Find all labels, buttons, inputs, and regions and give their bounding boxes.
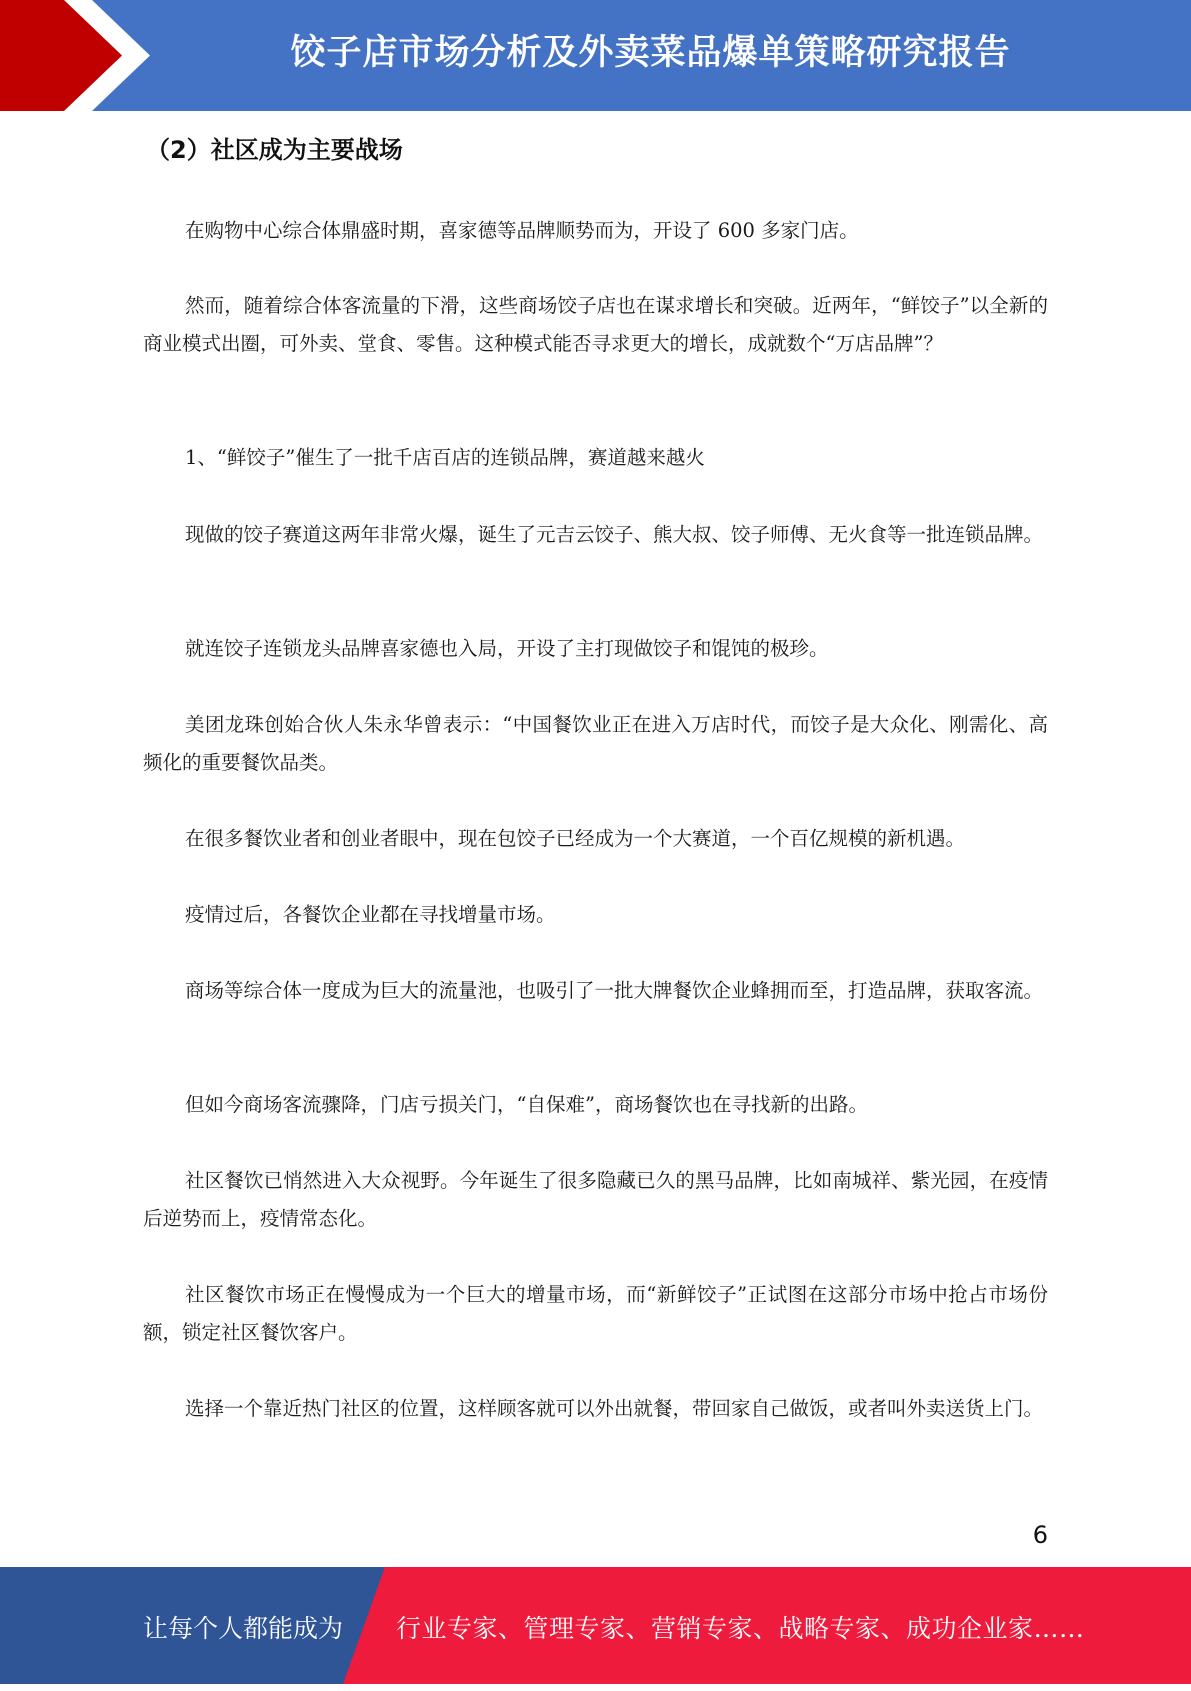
paragraph: 美团龙珠创始合伙人朱永华曾表示：“中国餐饮业正在进入万店时代，而饺子是大众化、刚需化、高频化的重要餐饮品类。	[143, 713, 1048, 774]
report-footer	[0, 1567, 1191, 1684]
section-heading: （2）社区成为主要战场	[146, 136, 403, 164]
paragraph: 就连饺子连锁龙头品牌喜家德也入局，开设了主打现做饺子和馄饨的极珍。	[185, 637, 829, 660]
paragraph: 社区餐饮市场正在慢慢成为一个巨大的增量市场，而“新鲜饺子”正试图在这部分市场中抢占市场份额，锁定社区餐饮客户。	[143, 1283, 1048, 1344]
paragraph: 现做的饺子赛道这两年非常火爆，诞生了元吉云饺子、熊大叔、饺子师傅、无火食等一批连锁品牌。	[185, 523, 1044, 546]
footer-slogan-right: 行业专家、管理专家、营销专家、战略专家、成功企业家……	[396, 1614, 1085, 1643]
chevron-arrow-icon	[0, 0, 160, 111]
paragraph: 选择一个靠近热门社区的位置，这样顾客就可以外出就餐，带回家自己做饭，或者叫外卖送货上门。	[185, 1397, 1044, 1420]
page-number: 6	[1032, 1521, 1048, 1549]
report-title: 饺子店市场分析及外卖菜品爆单策略研究报告	[290, 33, 1011, 73]
report-header	[0, 0, 1191, 111]
paragraph: 社区餐饮已悄然进入大众视野。今年诞生了很多隐藏已久的黑马品牌，比如南城祥、紫光园，在疫情后逆势而上，疫情常态化。	[143, 1169, 1048, 1230]
paragraph: 但如今商场客流骤降，门店亏损关门，“自保难”，商场餐饮也在寻找新的出路。	[185, 1093, 868, 1116]
paragraph: 疫情过后，各餐饮企业都在寻找增量市场。	[185, 903, 556, 926]
paragraph: 1、“鲜饺子”催生了一批千店百店的连锁品牌，赛道越来越火	[185, 446, 705, 469]
paragraph: 然而，随着综合体客流量的下滑，这些商场饺子店也在谋求增长和突破。近两年，“鲜饺子”以全新的商业模式出圈，可外卖、堂食、零售。这种模式能否寻求更大的增长，成就数个“万店品牌”？	[143, 294, 1048, 355]
footer-slogan-left: 让每个人都能成为	[143, 1614, 344, 1643]
paragraph: 在很多餐饮业者和创业者眼中，现在包饺子已经成为一个大赛道，一个百亿规模的新机遇。	[185, 827, 966, 850]
paragraph: 在购物中心综合体鼎盛时期，喜家德等品牌顺势而为，开设了 600 多家门店。	[185, 219, 859, 242]
paragraph: 商场等综合体一度成为巨大的流量池，也吸引了一批大牌餐饮企业蜂拥而至，打造品牌，获取客流。	[185, 979, 1044, 1002]
